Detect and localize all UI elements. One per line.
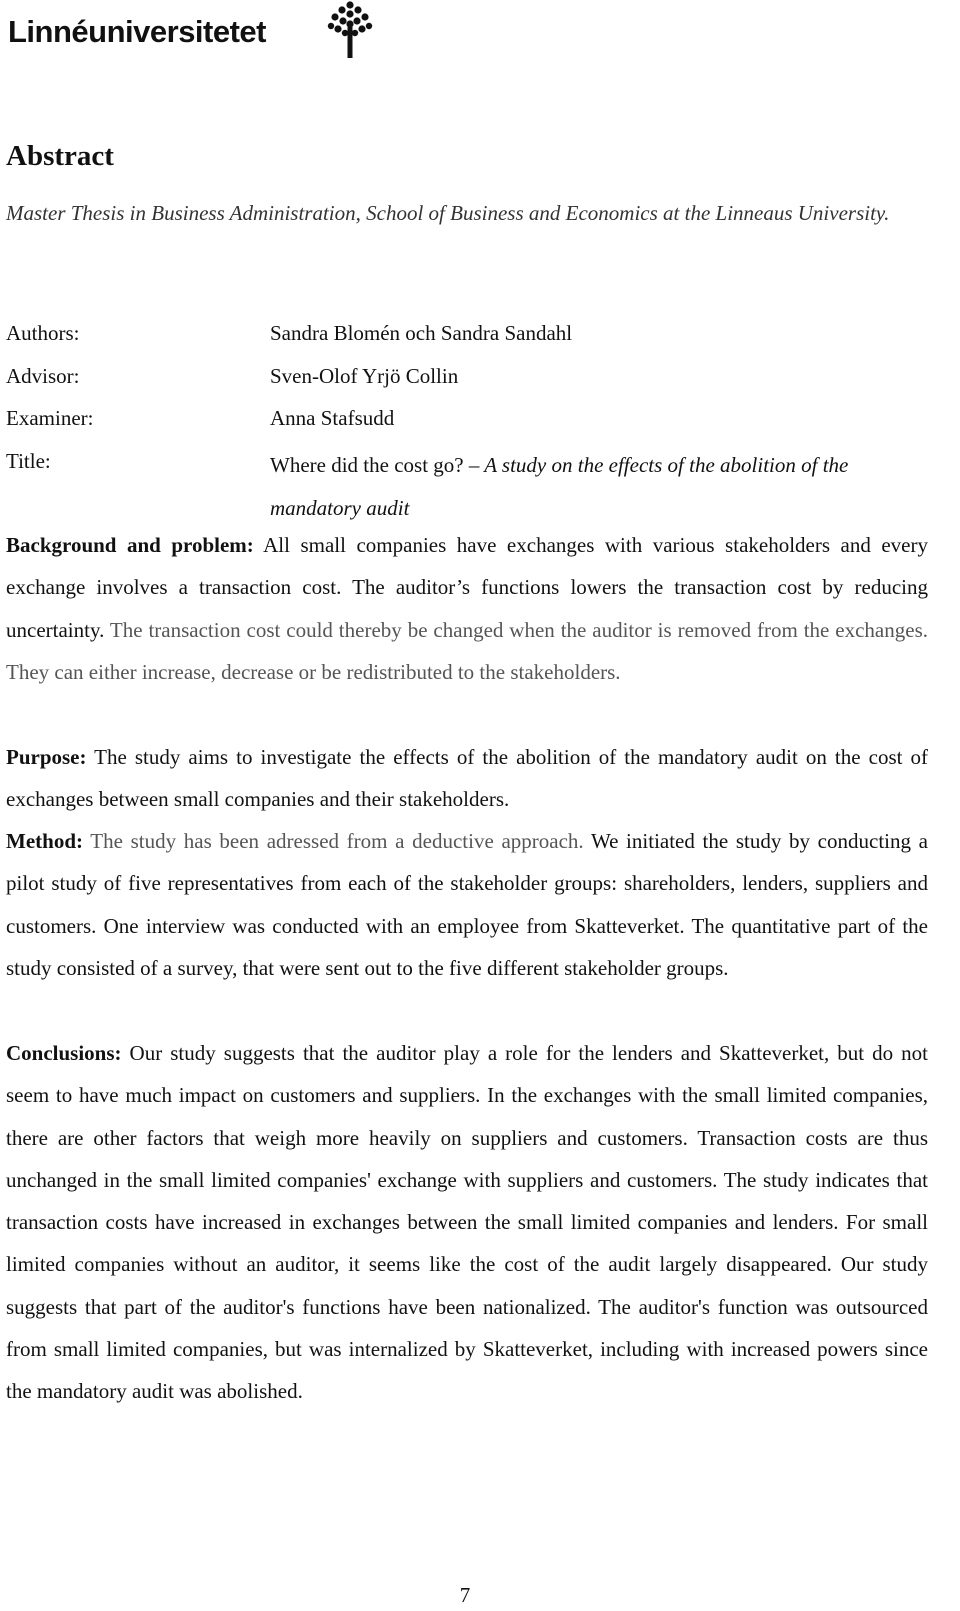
abstract-heading: Abstract	[6, 140, 114, 172]
background-text-b: The transaction cost could thereby be changed when the auditor is removed from the exchanges. They can either increase, decrease or be redistributed to the stakeholders.	[6, 617, 928, 684]
purpose-label: Purpose:	[6, 745, 87, 769]
conclusions-paragraph	[6, 1032, 928, 1413]
tree-icon	[326, 0, 374, 58]
method-paragraph	[6, 820, 928, 989]
background-paragraph	[6, 524, 928, 693]
authors-label: Authors:	[6, 321, 80, 345]
page-number: 7	[459, 1583, 471, 1607]
examiner-label: Examiner:	[6, 406, 94, 430]
advisor-value: Sven-Olof Yrjö Collin	[270, 364, 459, 388]
title-main: Where did the cost go?	[270, 453, 469, 477]
background-text-a: All small companies have exchanges with various stakeholders and every exchange involves a transaction cost. The auditor’s functions lowers the transaction cost by reducing uncertainty.	[6, 533, 928, 642]
method-text-a: The study has been adressed from a deductive approach.	[83, 829, 584, 853]
purpose-text: The study aims to investigate the effects of the abolition of the mandatory audit on the cost of exchanges between small companies and their stakeholders.	[6, 745, 928, 812]
title-label: Title:	[6, 449, 51, 473]
conclusions-text: Our study suggests that the auditor play a role for the lenders and Skatteverket, but do not seem to have much impact on customers and suppliers. In the exchanges with the small limited companies, there are other factors that weigh more heavily on suppliers and customers. Transaction costs are thus unchanged in the small limited companies' exchange with suppliers and customers. The study indicates that transaction costs have increased in exchanges between the small limited companies and lenders. For small limited companies without an auditor, it seems like the cost of the audit largely disappeared. Our study suggests that part of the auditor's functions have been nationalized. The auditor's function was outsourced from small limited companies, but was internalized by Skatteverket, including with increased powers since the mandatory audit was abolished.	[6, 1041, 928, 1404]
method-text-b: We initiated the study by conducting a pilot study of five representatives from each of the stakeholder groups: shareholders, lenders, suppliers and customers. One interview was conducted with an employee from Skatteverket. The quantitative part of the study consisted of a survey, that were sent out to the five different stakeholder groups.	[6, 829, 928, 980]
purpose-paragraph	[6, 736, 928, 821]
title-tail: – A study on the effects of the abolition of the mandatory audit	[270, 453, 849, 520]
conclusions-label: Conclusions:	[6, 1041, 122, 1065]
advisor-label: Advisor:	[6, 364, 80, 388]
thesis-subtitle: Master Thesis in Business Administration, School of Business and Economics at the Linneaus University.	[6, 201, 890, 225]
thesis-title	[270, 444, 930, 530]
university-logo	[8, 0, 368, 60]
logo-wordmark: Linnéuniversitetet	[8, 14, 266, 49]
method-label: Method:	[6, 829, 83, 853]
examiner-value: Anna Stafsudd	[270, 406, 395, 430]
authors-value: Sandra Blomén och Sandra Sandahl	[270, 321, 573, 345]
background-label: Background and problem:	[6, 533, 254, 557]
